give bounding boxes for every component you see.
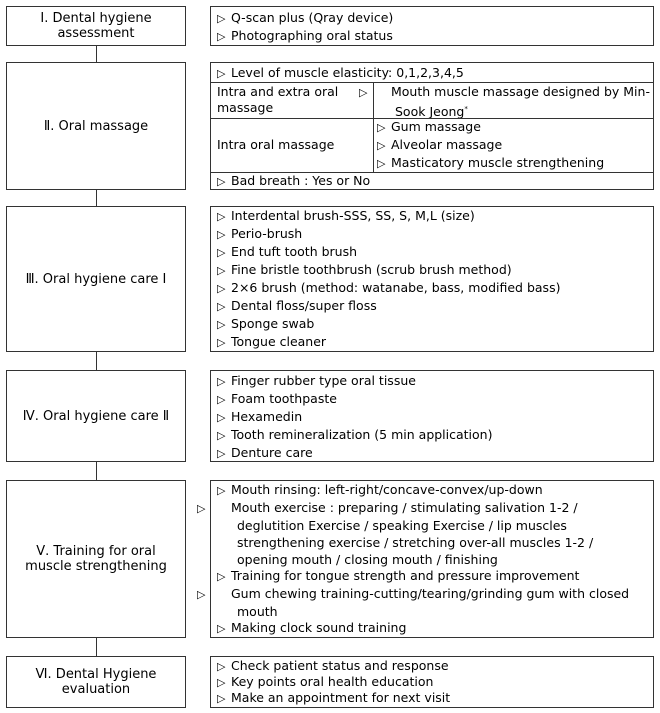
triangle-bullet-icon: ▷: [217, 264, 226, 277]
stage-3-title: Ⅲ. Oral hygiene care Ⅰ: [25, 271, 167, 287]
list-item: ▷ Make an appointment for next visit: [217, 689, 647, 708]
triangle-bullet-icon: ▷: [217, 228, 226, 241]
list-item: ▷ Gum massage: [377, 118, 647, 137]
triangle-bullet-icon: ▷: [359, 86, 368, 99]
triangle-bullet-icon: ▷: [217, 300, 226, 313]
stage-4-title: Ⅳ. Oral hygiene care Ⅱ: [22, 408, 170, 424]
triangle-bullet-icon: ▷: [217, 692, 226, 705]
stage-2-details: [210, 62, 654, 190]
triangle-bullet-icon: ▷: [217, 318, 226, 331]
connector-1-2: [96, 46, 97, 62]
triangle-bullet-icon: ▷: [217, 393, 226, 406]
triangle-bullet-icon: ▷: [217, 282, 226, 295]
list-item: ▷ Key points oral health education: [217, 673, 647, 692]
stage-1-details: [210, 6, 654, 46]
list-item: ▷ Gum chewing training-cutting/tearing/grinding gum with closed mouth: [197, 586, 630, 619]
list-item: ▷ Hexamedin: [217, 408, 647, 427]
list-item: ▷ Dental floss/super floss: [217, 297, 647, 316]
divider: [373, 118, 374, 172]
list-item: ▷ Perio-brush: [217, 225, 647, 244]
triangle-bullet-icon: ▷: [217, 175, 226, 188]
list-item: ▷ Tongue cleaner: [217, 333, 647, 352]
connector-3-4: [96, 352, 97, 370]
connector-4-5: [96, 462, 97, 480]
list-item: ▷ Mouth muscle massage designed by Min-Sook Jeong*: [359, 84, 650, 120]
stage-5-box: [6, 480, 186, 638]
list-item: ▷ Denture care: [217, 444, 647, 463]
stage-6-title: Ⅵ. Dental Hygiene evaluation: [35, 667, 157, 697]
list-item: ▷ Bad breath : Yes or No: [217, 172, 647, 191]
massage-type-label: Intra and extra oral massage: [217, 84, 339, 115]
triangle-bullet-icon: ▷: [217, 429, 226, 442]
list-item: ▷ Training for tongue strength and pressure improvement: [217, 567, 647, 586]
stage-3-details: [210, 206, 654, 352]
stage-4-box: [6, 370, 186, 462]
stage-5-title: Ⅴ. Training for oral muscle strengthening: [25, 544, 167, 574]
list-item: ▷ 2×6 brush (method: watanabe, bass, modified bass): [217, 279, 647, 298]
triangle-bullet-icon: ▷: [217, 375, 226, 388]
connector-2-3: [96, 190, 97, 206]
triangle-bullet-icon: ▷: [377, 157, 386, 170]
list-item: ▷ Check patient status and response: [217, 657, 647, 676]
triangle-bullet-icon: ▷: [217, 570, 226, 583]
triangle-bullet-icon: ▷: [217, 246, 226, 259]
list-item: ▷ Sponge swab: [217, 315, 647, 334]
list-item: ▷ Mouth rinsing: left-right/concave-convex/up-down: [217, 481, 647, 500]
list-item: ▷ Tooth remineralization (5 min application): [217, 426, 647, 445]
list-item: ▷ Mouth exercise : preparing / stimulating salivation 1-2 / deglutition Exercise / speaking Exercise / lip muscles strengthening exercise / stretching over-all muscles 1-2 / opening mouth / closing mouth / finishing: [197, 500, 594, 567]
divider: [211, 82, 653, 83]
triangle-bullet-icon: ▷: [217, 676, 226, 689]
stage-6-box: [6, 656, 186, 708]
stage-1-title: Ⅰ. Dental hygiene assessment: [40, 11, 152, 41]
stage-5-details: [197, 480, 654, 638]
triangle-bullet-icon: ▷: [217, 622, 226, 635]
triangle-bullet-icon: ▷: [217, 484, 226, 497]
triangle-bullet-icon: ▷: [217, 660, 226, 673]
list-item: ▷ Making clock sound training: [217, 619, 647, 638]
stage-4-details: [210, 370, 654, 462]
list-item: ▷ Q-scan plus (Qray device): [217, 9, 647, 28]
connector-5-6: [96, 638, 97, 656]
list-item: ▷ Interdental brush-SSS, SS, S, M,L (size): [217, 207, 647, 226]
triangle-bullet-icon: ▷: [377, 139, 386, 152]
triangle-bullet-icon: ▷: [197, 588, 206, 601]
triangle-bullet-icon: ▷: [217, 447, 226, 460]
list-item: ▷ Fine bristle toothbrush (scrub brush method): [217, 261, 647, 280]
list-item: ▷ End tuft tooth brush: [217, 243, 647, 262]
list-item: ▷ Finger rubber type oral tissue: [217, 372, 647, 391]
list-item: ▷ Photographing oral status: [217, 27, 647, 46]
stage-2-title: Ⅱ. Oral massage: [43, 118, 149, 134]
triangle-bullet-icon: ▷: [217, 12, 226, 25]
triangle-bullet-icon: ▷: [217, 67, 226, 80]
triangle-bullet-icon: ▷: [217, 411, 226, 424]
list-item: ▷ Alveolar massage: [377, 136, 647, 155]
triangle-bullet-icon: ▷: [197, 502, 206, 515]
stage-3-box: [6, 206, 186, 352]
list-item: ▷ Level of muscle elasticity: 0,1,2,3,4,5: [217, 64, 647, 83]
list-item: ▷ Masticatory muscle strengthening: [377, 154, 647, 173]
stage-6-details: [210, 656, 654, 708]
triangle-bullet-icon: ▷: [377, 121, 386, 134]
triangle-bullet-icon: ▷: [217, 210, 226, 223]
divider: [373, 82, 374, 118]
triangle-bullet-icon: ▷: [217, 30, 226, 43]
stage-1-box: [6, 6, 186, 46]
triangle-bullet-icon: ▷: [217, 336, 226, 349]
list-item: ▷ Foam toothpaste: [217, 390, 647, 409]
stage-2-box: [6, 62, 186, 190]
massage-type-label: Intra oral massage: [217, 137, 335, 152]
